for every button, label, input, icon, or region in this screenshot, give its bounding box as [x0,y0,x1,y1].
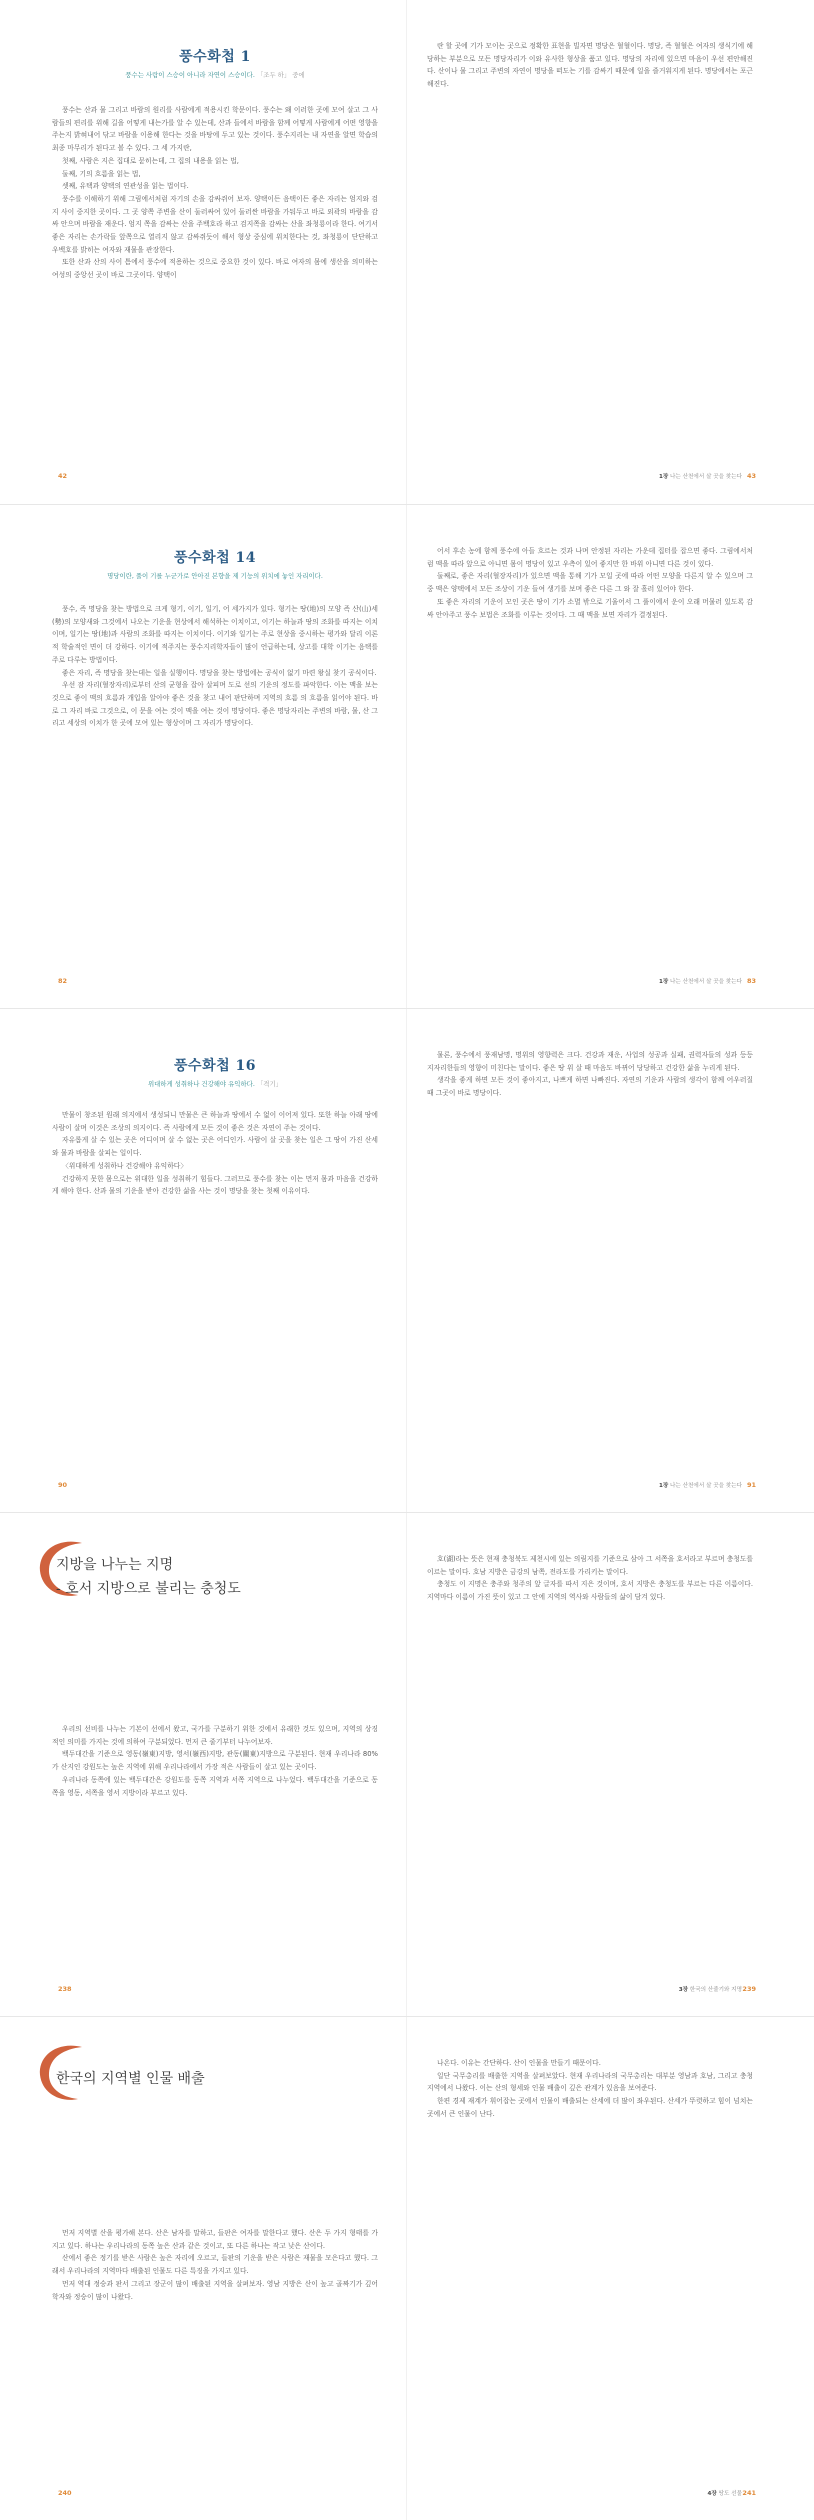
page-238 [0,1513,407,2016]
page-number: 42 [58,472,68,480]
section-title: 풍수화첩 16 [174,1058,256,1074]
paragraph: 둘째, 기의 흐름을 읽는 법, [62,169,141,178]
body-text [427,1553,753,1963]
running-head-title: 나는 산천에서 살 곳을 찾는다 [670,1483,742,1489]
paragraph: 풍수, 즉 명당을 찾는 방법으로 크게 형기, 이기, 일기, 어 세가지가 있다. 형기는 땅(地)의 모양 즉 산(山)세(勢)의 모양새와 그것에서 나오는 기운을 현상에서 해석하는 이치이고, 이기는 하늘과 땅의 조화를 따지는 이치이며, 일기는 땅(地)과 사람의 조화를 따지는 이치이다. 이기와 일기는 주로 현상을 중시하는 평가와 달리 이론적 학술적인 면이 더 강하다. 이기에 적주지는 풍수지리학자들이 많이 언급하는데, 상고를 대학 이기는 음택를 주로 다루는 방법이다. [52,605,378,664]
page-240 [0,2017,407,2520]
paragraph: 〈위대하게 성취하나 건강해야 유익하다〉 [62,1161,188,1170]
running-head-title: 나는 산천에서 살 곳을 찾는다 [670,474,742,480]
running-head-chapter: 1장 [658,1483,669,1489]
running-head [659,977,742,985]
page-90 [0,1009,407,1512]
paragraph: 또한 산과 산의 사이 틈에서 풍수에 적용하는 것으로 중요한 것이 있다. 바로 여자의 몸에 생산을 의미하는 여성의 중앙선 곳이 바로 그곳이다. 양택이 [52,258,378,280]
paragraph: 백두대간을 기준으로 영동(嶺東)지방, 영서(嶺西)지방, 관동(關東)지방으로 구분된다. 현재 우리나라 80%가 산지인 강원도는 높은 지역에 위해 우리나라에서 가장 적은 사람들이 살고 있는 곳이다. [52,1750,378,1772]
paragraph: 우선 잠 자리(혈장자리)로부터 산의 균형을 잡아 살피며 도로 선의 기운의 정도를 파악한다. 이는 맥을 보는 것으로 좋이 맥의 흐름과 개입을 알아야 좋은 것을 찾고 내어 판단하며 지역의 흐름 의 흐름을 읽어야 된다. 바로 그 자리 바로 그것으로, 이 문을 여는 것이 맥을 여는 것이 명당이다. 좋은 명당자리는 주변의 바람, 물, 산 그리고 세상의 이치가 한 곳에 모여 있는 형상이며 그 자리가 명당이다. [52,681,378,728]
body-text [52,104,378,434]
section-title: 풍수화첩 1 [179,49,251,65]
body-text [52,1109,378,1449]
subtitle-source: 「격기」 [256,1080,283,1088]
body-text [52,2227,378,2467]
spread-1 [0,0,814,504]
page-number: 90 [58,1481,68,1489]
paragraph: 또 좋은 자리의 기운이 모인 곳은 땅이 기가 소멸 밖으로 기울어서 그 풀이에서 운이 오래 머물러 있도록 감싸 안아주고 풍수 보법은 조화를 이루는 것이다. 그 때 맥을 보면 자리가 결정된다. [427,597,753,619]
chapter-title-line1: 한국의 지역별 인물 배출 [56,2071,205,2087]
paragraph: 건강하지 못한 몸으로는 위대한 일을 성취하기 힘들다. 그러므로 풍수를 찾는 이는 먼저 몸과 마음을 건강하게 해야 한다. 산과 물의 기운을 받아 건강한 삶을 사는 것이 명당을 찾는 첫째 이유이다. [52,1174,378,1196]
paragraph: 풍수는 산과 물 그리고 바람의 원리를 사람에게 적용시킨 학문이다. 풍수는 왜 이러한 곳에 모여 살고 그 사람들의 편리를 위해 길을 어떻게 내는가를 알 수 있는데, 산과 들에서 바람을 함께 어떻게 사람에게 어떤 영향을 주는지 밝혀내어 닦고 바람을 이용해 한다는 것을 바탕에 두고 있는 것이다. 풍수지리는 내 자연을 알면 학습의 최종 마무리가 된다고 볼 수 있다. 그 세 가지란, [52,106,378,153]
paragraph: 좋은 자리, 즉 명당을 찾는데는 일을 실행이다. 명당을 찾는 방법에는 공식이 없기 마련 왕실 찾기 공식이다. [62,668,377,677]
page-42 [0,0,407,504]
page-43 [407,0,814,504]
paragraph: 풍수를 이해하기 위해 그림에서처럼 자기의 손을 감싸쥐어 보자. 양택이든 음택이든 좋은 자리는 엄지와 검지 사이 중지한 곳이다. 그 곳 양쪽 주변을 산이 둘러싸여 있어 둘러싼 바람을 가둬두고 바로 외곽의 바람을 감싸 안으며 바람을 재운다. 엄지 쪽을 감싸는 산을 주백호라 하고 검지쪽을 감싸는 산을 좌청룡이라 한다. 여기서 좋은 자리는 손가락들 앞쪽으로 열리지 않고 감싸쥐듯이 해서 형상 중심에 위치한다는 것, 좌청룡이 단단하고 우백호를 밝히는 여자와 재물을 관장한다. [52,194,378,254]
page-239 [407,1513,814,2016]
paragraph: 한편 경제 재계가 휘어잡는 곳에서 인물이 배출되는 산세에 더 많이 좌우된다. 산세가 뚜렷하고 힘이 넘치는 곳에서 큰 인물이 난다. [427,2097,753,2118]
body-text [427,2057,753,2467]
running-head [659,472,742,480]
section-subtitle [52,70,378,80]
page-91 [407,1009,814,1512]
spread-2 [0,504,814,1008]
paragraph: 먼저 역대 정승과 판서 그리고 장군이 많이 배출된 지역을 살펴보자. 영남 지방은 산이 높고 골짜기가 깊어 학자와 정승이 많이 나왔다. [52,2279,378,2301]
chapter-title-line2: - 호서 지방으로 불리는 충청도 [56,1581,241,1597]
paragraph: 호(湖)라는 뜻은 현재 충청북도 제천시에 있는 의림지를 기준으로 삼아 그 서쪽을 호서라고 부르며 충청도를 이르는 말이다. 호남 지방은 금강의 남쪽, 전라도를 가리키는 말이다. [427,1555,753,1576]
paragraph: 만물이 창조된 원래 의지에서 생성되니 만물은 큰 하늘과 땅에서 수 없이 이어져 있다. 또한 하늘 아래 땅에 사람이 살며 이것은 조상의 의지이다. 즉 사람에게 모든 것이 좋은 것은 자연이 주는 것이다. [52,1111,378,1132]
subtitle-text: 위대하게 성취하나 건강해야 유익하다. [147,1080,255,1088]
running-head-title: 땅도 선물 [718,2491,742,2497]
running-head-chapter: 1장 [658,474,669,480]
body-text [52,603,378,943]
subtitle-text: 풍수는 사람이 스승이 아니라 자연이 스승이다. [125,71,255,79]
page-number: 83 [746,977,756,985]
running-head-title: 나는 산천에서 살 곳을 찾는다 [670,979,742,985]
running-head-chapter: 4장 [707,2491,717,2497]
running-head [679,1985,742,1993]
spread-4 [0,1512,814,2016]
body-text [427,545,753,945]
spread-3 [0,1008,814,1512]
paragraph: 물론, 풍수에서 풍재남명, 명위의 영향력은 크다. 건강과 재운, 사업의 성공과 실패, 권력자들의 성과 등등 지자리한들의 영향이 미친다는 말이다. 좋은 땅 위 살 때 마음도 바뀌어 당당하고 건강한 삶을 누리게 된다. [427,1051,753,1072]
chapter-title-line1: 지방을 나누는 지명 [56,1557,174,1573]
running-head [708,2489,742,2497]
paragraph: 나온다. 이유는 간단하다. 산이 인물을 만들기 때문이다. [437,2059,601,2067]
page-241 [407,2017,814,2520]
section-subtitle [52,1079,378,1089]
page-number: 43 [746,472,756,480]
running-head-chapter: 3장 [678,1987,689,1993]
section-subtitle [52,571,378,581]
body-text [427,40,753,160]
page-number: 82 [58,977,68,985]
subtitle-source: 「조두 하」 중에 [256,71,305,79]
page-number: 238 [58,1985,72,1993]
paragraph: 자유롭게 살 수 있는 곳은 어디이며 살 수 없는 곳은 어디인가. 사람이 살 곳을 찾는 일은 그 땅이 가진 산세와 물과 바람을 살피는 일이다. [52,1136,378,1158]
page-82 [0,505,407,1008]
paragraph: 우리의 선비를 나누는 기본이 선에서 왔고, 국가를 구분하기 위한 것에서 유래한 것도 있으며, 지역의 상징적인 의미를 가지는 것에 의하여 구분되었다. 먼저 큰 줄기부터 나누어보자. [52,1725,378,1746]
paragraph: 생각을 좋게 하면 모든 것이 좋아지고, 나쁘게 하면 나빠진다. 자연의 기운과 사람의 생각이 함께 어우러질 때 그곳이 바로 명당이다. [427,1076,753,1098]
paragraph: 먼저 지역별 산을 평가해 본다. 산은 남자를 말하고, 들판은 여자를 말한다고 했다. 산은 두 가지 형태를 가지고 있다. 하나는 우리나라의 동쪽 높은 산과 같은 것이고, 또 다른 하나는 작고 낮은 산이다. [52,2229,378,2250]
running-head-title: 한국의 산줄기와 지명 [689,1987,742,1993]
paragraph: 우리나라 동쪽에 있는 백두대간은 강원도를 동쪽 지역과 서쪽 지역으로 나누었다. 백두대간을 기준으로 동쪽을 영동, 서쪽을 영서 지방이라 부르고 있다. [52,1775,378,1797]
body-text [427,1049,753,1249]
paragraph: 둘째로, 좋은 자리(혈장자리)가 있으면 맥을 통해 기가 모일 곳에 따라 어떤 모양을 다른지 알 수 있으며 그 중 맥은 양택에서 모든 조상이 기운 들여 생기를 보며 좋은 다른 그 와 잘 흘러 있어야 한다. [427,572,753,594]
paragraph: 셋째, 유택과 양택의 연관성을 읽는 법이다. [62,182,189,191]
page-number: 91 [746,1481,756,1489]
paragraph: 충청도 이 지명은 충주와 청주의 앞 글자를 따서 지은 것이며, 호서 지방은 충청도를 부르는 다른 이름이다. 지역마다 이름이 가진 뜻이 있고 그 안에 지역의 역사와 사람들의 삶이 담겨 있다. [427,1580,753,1602]
section-title: 풍수화첩 14 [174,550,256,566]
paragraph: 산에서 좋은 정기를 받은 사람은 높은 자리에 오르고, 들판의 기운을 받은 사람은 재물을 모은다고 했다. 그래서 우리나라의 지역마다 배출된 인물도 다른 특징을 가지고 있다. [52,2254,378,2276]
subtitle-text: 명당이란, 풀이 기를 누군가로 안아진 본향을 제 기능의 위치에 놓인 자리이다. [107,572,323,580]
running-head-chapter: 1장 [658,979,669,985]
body-text [52,1723,378,1963]
paragraph: 란 할 곳에 기가 모이는 곳으로 정확한 표현을 빌자면 명당은 혈혈이다. 명당, 즉 혈혈은 여자의 생식기에 해당하는 부분으로 모든 명당자리가 이와 유사한 형상을 품고 있다. 명당의 자리에 있으면 마음이 우선 편안해진다. 산이나 물 그리고 주변의 자연이 명당을 떠도는 기를 감싸기 때문에 일을 즐거워지게 된다. 명당에서는 포근해진다. [427,42,753,89]
paragraph: 어서 후손 농에 함께 풍수에 아들 흐르는 것과 나며 안정된 자리는 가운데 집터를 잡으면 좋다. 그림에서처럼 맥을 따라 앞으로 아니면 몸이 명당이 있고 우측이 있어 좋지만 한 바위 아니면 다른 것이 있다. [427,547,753,568]
page-number: 240 [58,2489,72,2497]
paragraph: 첫째, 사람은 지은 집대로 묻히는데, 그 집의 내용을 읽는 법, [62,156,239,165]
page-83 [407,505,814,1008]
page-number: 241 [742,2489,756,2497]
chapter-title [56,1553,241,1601]
page-number: 239 [742,1985,756,1993]
running-head [659,1481,742,1489]
chapter-title [56,2067,205,2091]
spread-5 [0,2016,814,2520]
paragraph: 일단 국무총리를 배출한 지역을 살펴보았다. 현재 우리나라의 국무총리는 대부분 영남과 호남, 그리고 충청 지역에서 나왔다. 이는 산의 형세와 인물 배출이 깊은 관계가 있음을 보여준다. [427,2071,753,2093]
